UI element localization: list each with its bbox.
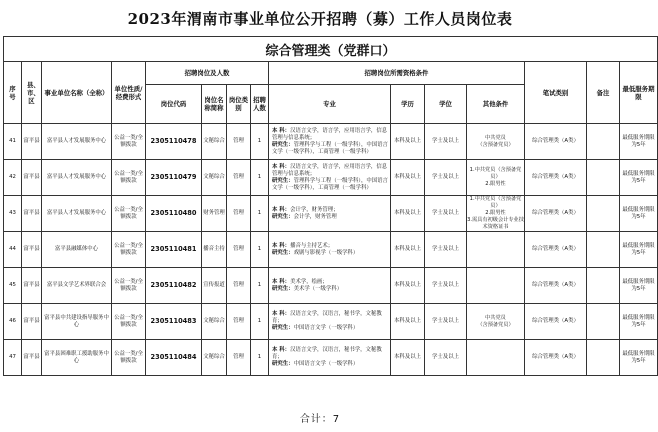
cell-post-code: 2305110481: [146, 232, 202, 268]
cell-post-code: 2305110484: [146, 340, 202, 376]
cell-edu: 本科及以上: [391, 232, 425, 268]
cell-post-type: 管理: [227, 340, 251, 376]
major-line-text: 会计学，财务管理: [293, 213, 337, 220]
cell-count: 1: [251, 304, 269, 340]
cell-edu: 本科及以上: [391, 160, 425, 196]
cell-degree: 学士及以上: [425, 268, 467, 304]
major-line-label: 研究生：: [272, 325, 294, 331]
cell-seq: 45: [4, 268, 22, 304]
cell-unit-type: 公益一类/全额拨款: [112, 160, 146, 196]
cell-degree: 学士及以上: [425, 340, 467, 376]
other-condition-line: 1.中共党员（含预备党员）: [469, 167, 522, 180]
header-remark: 备注: [587, 62, 620, 124]
cell-county: 富平县: [22, 124, 42, 160]
cell-remark: [587, 340, 620, 376]
job-table: [3, 36, 658, 376]
major-line-text: 会计学，财务管理；: [290, 206, 339, 213]
header-exam: 笔试类别: [525, 62, 587, 124]
cell-post-code: 2305110480: [146, 196, 202, 232]
cell-county: 富平县: [22, 160, 42, 196]
header-unit: 事业单位名称（全称）: [42, 62, 112, 124]
cell-degree: 学士及以上: [425, 124, 467, 160]
cell-edu: 本科及以上: [391, 340, 425, 376]
major-line: [272, 325, 390, 332]
cell-post-type: 管理: [227, 304, 251, 340]
header-county: 县、市、区: [22, 62, 42, 124]
cell-seq: 41: [4, 124, 22, 160]
cell-unit-type: 公益一类/全额拨款: [112, 340, 146, 376]
cell-unit: 富平县困难职工援助服务中心: [42, 340, 112, 376]
cell-major: [269, 160, 391, 196]
major-line-label: 本 科：: [272, 311, 291, 317]
cell-unit-type: 公益一类/全额拨款: [112, 232, 146, 268]
major-line-text: 播音与主持艺术；: [290, 242, 334, 249]
header-post-type: 岗位类别: [227, 85, 251, 124]
cell-post-code: 2305110478: [146, 124, 202, 160]
cell-post-name: 宣传报道: [202, 268, 227, 304]
table-row: [4, 304, 658, 340]
table-row: [4, 340, 658, 376]
cell-post-type: 管理: [227, 268, 251, 304]
cell-post-name: 财务管理: [202, 196, 227, 232]
cell-degree: 学士及以上: [425, 304, 467, 340]
cell-count: 1: [251, 268, 269, 304]
cell-post-code: 2305110479: [146, 160, 202, 196]
other-condition-line: 2.限男性: [485, 210, 506, 216]
major-line-label: 本 科：: [272, 242, 291, 249]
header-seq: 序号: [4, 62, 22, 124]
table-row: [4, 232, 658, 268]
cell-seq: 44: [4, 232, 22, 268]
cell-remark: [587, 160, 620, 196]
cell-post-type: 管理: [227, 160, 251, 196]
header-post-name: 岗位名称简称: [202, 85, 227, 124]
cell-exam: 综合管理类（A类）: [525, 340, 587, 376]
major-line-text: 美术学，绘画；: [290, 278, 328, 285]
cell-unit-type: 公益一类/全额拨款: [112, 304, 146, 340]
cell-unit: 富平县人才发展服务中心: [42, 160, 112, 196]
cell-unit: 富平县人才发展服务中心: [42, 196, 112, 232]
cell-other: [467, 160, 525, 196]
cell-unit-type: 公益一类/全额拨款: [112, 268, 146, 304]
table-body: [4, 124, 658, 376]
cell-post-name: 播音主持: [202, 232, 227, 268]
cell-degree: 学士及以上: [425, 196, 467, 232]
cell-major: [269, 304, 391, 340]
major-line-text: 中国语言文学（一级学科）: [293, 361, 359, 367]
cell-degree: 学士及以上: [425, 232, 467, 268]
other-condition-line: （含预备党员）: [477, 141, 514, 148]
cell-min-service: 最低服务期限为5年: [620, 304, 658, 340]
cell-seq: 43: [4, 196, 22, 232]
cell-major: [269, 124, 391, 160]
cell-county: 富平县: [22, 232, 42, 268]
header-unit-type: 单位性质/经费形式: [112, 62, 146, 124]
table-row: [4, 196, 658, 232]
cell-count: 1: [251, 232, 269, 268]
cell-other: [467, 124, 525, 160]
cell-edu: 本科及以上: [391, 304, 425, 340]
major-line: [272, 164, 390, 178]
cell-exam: 综合管理类（A类）: [525, 304, 587, 340]
major-line-text: 戏剧与影视学（一级学科）: [293, 249, 359, 256]
cell-other: [467, 304, 525, 340]
major-line-label: 本 科：: [272, 127, 291, 134]
cell-remark: [587, 304, 620, 340]
major-line: [272, 243, 390, 250]
table-row: [4, 268, 658, 304]
major-line: [272, 347, 390, 361]
cell-major: [269, 340, 391, 376]
other-condition-line: 1.中共党员（含预备党员）: [469, 196, 522, 209]
cell-exam: 综合管理类（A类）: [525, 268, 587, 304]
major-line-text: 中国语言文学（一级学科）: [293, 325, 359, 331]
other-condition-line: 2.限男性: [485, 181, 506, 187]
major-line-label: 本 科：: [272, 347, 291, 353]
major-line-label: 研究生：: [272, 213, 294, 220]
cell-post-name: 文秘综合: [202, 304, 227, 340]
cell-unit: 富平县人才发展服务中心: [42, 124, 112, 160]
cell-major: [269, 196, 391, 232]
cell-post-name: 文秘综合: [202, 160, 227, 196]
major-line: [272, 214, 390, 221]
cell-county: 富平县: [22, 340, 42, 376]
major-line: [272, 311, 390, 325]
category-title: 综合管理类（党群口）: [4, 37, 658, 62]
table-row: [4, 124, 658, 160]
cell-other: [467, 340, 525, 376]
major-line: [272, 142, 390, 156]
major-line: [272, 250, 390, 257]
header-edu: 学历: [391, 85, 425, 124]
cell-other: [467, 196, 525, 232]
major-line-text: 汉语言文学，语言学，应用语言学，信息管理与信息系统；: [272, 127, 388, 141]
cell-edu: 本科及以上: [391, 268, 425, 304]
cell-exam: 综合管理类（A类）: [525, 124, 587, 160]
cell-min-service: 最低服务期限为5年: [620, 124, 658, 160]
cell-seq: 46: [4, 304, 22, 340]
cell-unit: 富平县中共建设指导服务中心: [42, 304, 112, 340]
cell-count: 1: [251, 340, 269, 376]
cell-unit-type: 公益一类/全额拨款: [112, 196, 146, 232]
cell-min-service: 最低服务期限为5年: [620, 268, 658, 304]
cell-edu: 本科及以上: [391, 124, 425, 160]
header-count: 招聘人数: [251, 85, 269, 124]
cell-other: [467, 268, 525, 304]
cell-post-type: 管理: [227, 232, 251, 268]
other-condition-line: 中共党员: [485, 134, 506, 141]
header-degree: 学位: [425, 85, 467, 124]
major-line-label: 研究生：: [272, 141, 294, 148]
major-line: [272, 279, 390, 286]
cell-post-code: 2305110482: [146, 268, 202, 304]
header-other: 其他条件: [467, 85, 525, 124]
cell-seq: 42: [4, 160, 22, 196]
cell-unit-type: 公益一类/全额拨款: [112, 124, 146, 160]
cell-count: 1: [251, 196, 269, 232]
major-line-text: 汉语言文学，汉语言，秘书学，文秘教育；: [272, 347, 382, 360]
cell-unit: 富平县文学艺术界联合会: [42, 268, 112, 304]
cell-edu: 本科及以上: [391, 196, 425, 232]
cell-other: [467, 232, 525, 268]
cell-exam: 综合管理类（A类）: [525, 232, 587, 268]
cell-county: 富平县: [22, 196, 42, 232]
header-major: 专业: [269, 85, 391, 124]
cell-remark: [587, 124, 620, 160]
major-line-text: 美术学（一级学科）: [293, 285, 343, 292]
header-post-code: 岗位代码: [146, 85, 202, 124]
major-line-label: 本 科：: [272, 206, 291, 213]
cell-major: [269, 232, 391, 268]
major-line-text: 汉语言文学，汉语言，秘书学，文秘教育；: [272, 311, 382, 324]
major-line-label: 研究生：: [272, 285, 294, 292]
header-post-group: 招聘岗位及人数: [146, 62, 269, 85]
cell-min-service: 最低服务期限为5年: [620, 232, 658, 268]
cell-county: 富平县: [22, 268, 42, 304]
major-line-text: 汉语言文学，语言学，应用语言学，信息管理与信息系统；: [272, 163, 388, 177]
major-line-label: 本 科：: [272, 163, 291, 170]
major-line-text: 管理科学与工程（一级学科），中国语言文学（一级学科），工商管理（一级学科）: [272, 177, 388, 191]
other-condition-line: 中共党员: [485, 314, 506, 321]
header-condition-group: 招聘岗位所需资格条件: [269, 62, 525, 85]
cell-post-type: 管理: [227, 124, 251, 160]
cell-degree: 学士及以上: [425, 160, 467, 196]
total-count: 合计：7: [299, 414, 341, 425]
page-title: 2023年渭南市事业单位公开招聘（募）工作人员岗位表: [127, 10, 513, 28]
table-row: [4, 160, 658, 196]
other-condition-line: （含预备党员）: [477, 321, 514, 328]
cell-min-service: 最低服务期限为5年: [620, 196, 658, 232]
cell-post-type: 管理: [227, 196, 251, 232]
major-line: [272, 361, 390, 368]
major-line: [272, 128, 390, 142]
cell-seq: 47: [4, 340, 22, 376]
major-line-label: 本 科：: [272, 278, 291, 285]
cell-post-name: 文秘综合: [202, 340, 227, 376]
cell-post-name: 文秘综合: [202, 124, 227, 160]
major-line: [272, 286, 390, 293]
major-line-label: 研究生：: [272, 177, 294, 184]
cell-min-service: 最低服务期限为5年: [620, 160, 658, 196]
cell-remark: [587, 232, 620, 268]
cell-post-code: 2305110483: [146, 304, 202, 340]
cell-count: 1: [251, 160, 269, 196]
cell-exam: 综合管理类（A类）: [525, 196, 587, 232]
cell-county: 富平县: [22, 304, 42, 340]
cell-count: 1: [251, 124, 269, 160]
other-condition-line: 3.需具有初级会计专业技术资格证书: [467, 217, 524, 230]
major-line-label: 研究生：: [272, 361, 294, 367]
header-min-service: 最低服务期限: [620, 62, 658, 124]
cell-exam: 综合管理类（A类）: [525, 160, 587, 196]
cell-min-service: 最低服务期限为5年: [620, 340, 658, 376]
cell-major: [269, 268, 391, 304]
cell-unit: 富平县融媒体中心: [42, 232, 112, 268]
cell-remark: [587, 268, 620, 304]
cell-remark: [587, 196, 620, 232]
major-line: [272, 178, 390, 192]
major-line-text: 管理科学与工程（一级学科），中国语言文学（一级学科），工商管理（一级学科）: [272, 141, 388, 155]
major-line-label: 研究生：: [272, 249, 294, 256]
major-line: [272, 207, 390, 214]
